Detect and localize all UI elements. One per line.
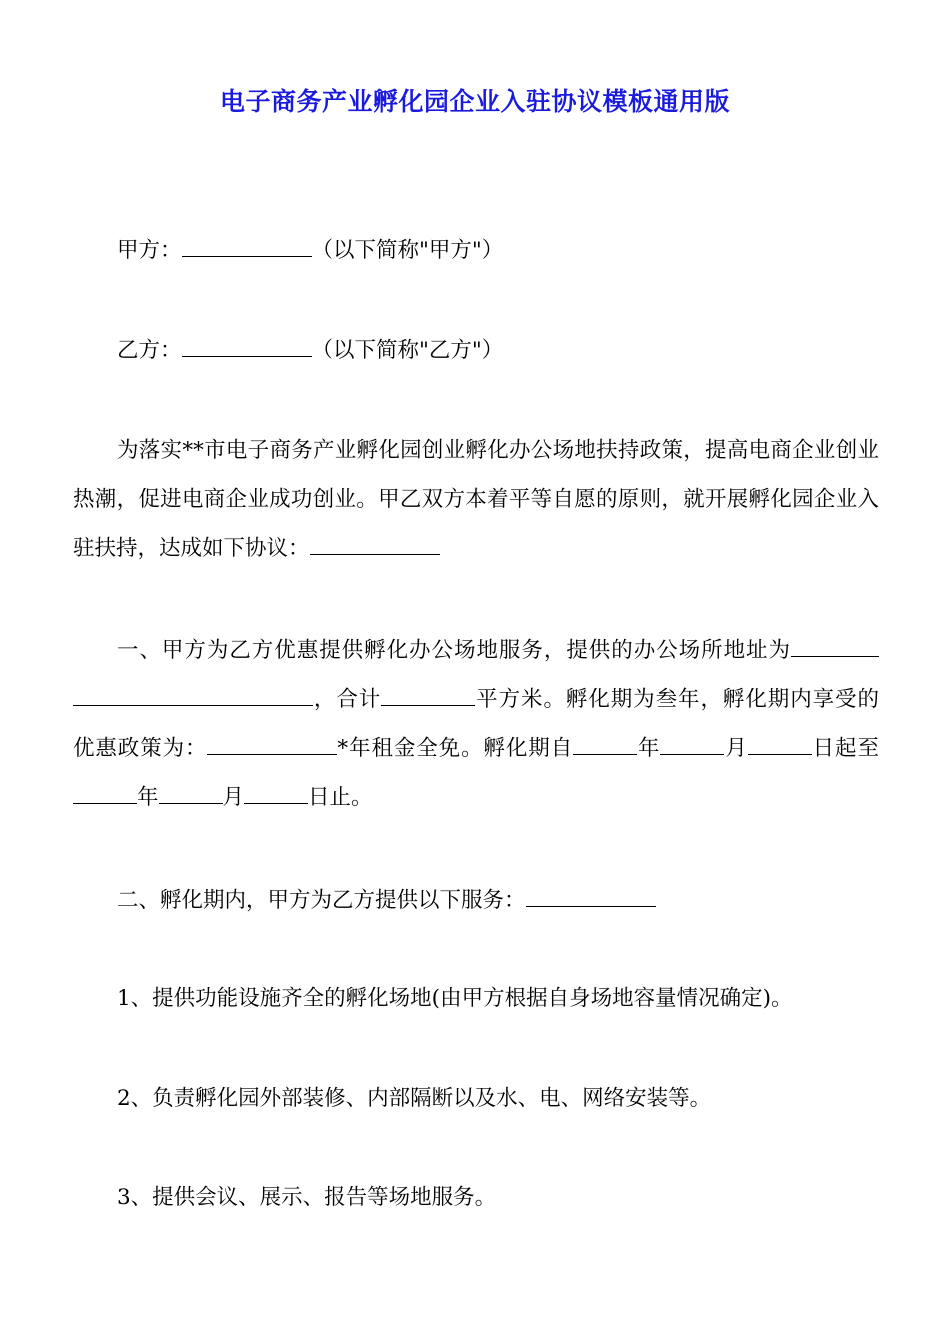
clause-2-blank [526, 886, 656, 907]
area-blank [381, 685, 475, 706]
party-a-blank [182, 236, 312, 257]
start-year-blank [573, 734, 637, 755]
party-a-label: 甲方： [117, 238, 182, 263]
start-month-blank [660, 734, 724, 755]
party-b-line [73, 326, 879, 375]
end-day-blank [244, 783, 308, 804]
party-b-label: 乙方： [117, 338, 182, 363]
party-a-suffix: （以下简称"甲方"） [311, 238, 504, 263]
clause-2-text: 二、孵化期内，甲方为乙方提供以下服务： [117, 888, 526, 913]
list-item: 3、提供会议、展示、报告等场地服务。 [117, 1185, 497, 1210]
start-year-label: 年 [637, 736, 661, 761]
start-day-label: 日 [811, 736, 836, 761]
clause-1-end: 日止。 [308, 785, 373, 810]
party-b-suffix: （以下简称"乙方"） [311, 338, 504, 363]
intro-blank [310, 534, 440, 555]
clause-1-part3: 平方米。孵化期为叁年，孵化期内享受的优惠政策为： [73, 687, 879, 761]
clause-1-to: 起至 [835, 736, 879, 761]
start-day-blank [748, 734, 812, 755]
end-year-blank [73, 783, 137, 804]
address-blank-2 [73, 685, 313, 706]
clause-1-part4: *年租金全免。孵化期自 [337, 736, 574, 761]
intro-paragraph [73, 426, 879, 573]
policy-blank [207, 734, 337, 755]
end-month-blank [159, 783, 223, 804]
end-month-label: 月 [222, 785, 245, 810]
clause-1-part2: ，合计 [313, 687, 382, 712]
start-month-label: 月 [724, 736, 748, 761]
party-b-blank [182, 336, 312, 357]
document-title: 电子商务产业孵化园企业入驻协议模板通用版 [219, 87, 730, 116]
party-a-line [73, 226, 879, 275]
clause-1-part1: 一、甲方为乙方优惠提供孵化办公场地服务，提供的办公场所地址为 [117, 638, 791, 663]
clause-1-paragraph [73, 626, 879, 822]
address-blank-1 [791, 636, 879, 657]
intro-text: 为落实**市电子商务产业孵化园创业孵化办公场地扶持政策，提高电商企业创业热潮，促进电商企业成功创业。甲乙双方本着平等自愿的原则，就开展孵化园企业入驻扶持，达成如下协议： [73, 438, 879, 561]
list-item: 1、提供功能设施齐全的孵化场地(由甲方根据自身场地容量情况确定)。 [117, 986, 793, 1011]
clause-2-paragraph [73, 876, 879, 925]
list-item: 2、负责孵化园外部装修、内部隔断以及水、电、网络安装等。 [117, 1086, 712, 1111]
end-year-label: 年 [137, 785, 159, 810]
